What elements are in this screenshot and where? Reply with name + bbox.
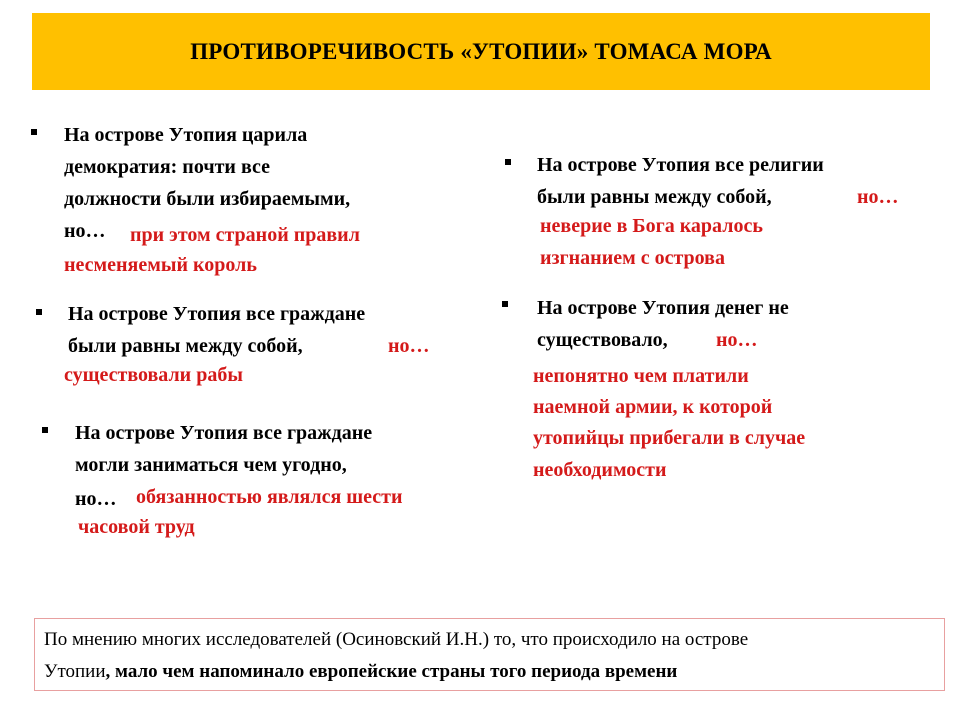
bullet-marker xyxy=(505,159,511,165)
left-b1-red-line1: при этом страной правил xyxy=(130,224,360,246)
right-b1-but: но… xyxy=(857,186,899,208)
right-b1-red-line2: изгнанием с острова xyxy=(540,247,725,269)
note-line2-normal: Утопии xyxy=(44,661,106,682)
right-b2-but: но… xyxy=(716,329,758,351)
note-line1: По мнению многих исследователей (Осиновский И.Н.) то, что происходило на острове xyxy=(44,629,749,650)
left-b2-line1: На острове Утопия все граждане xyxy=(68,303,366,325)
left-b1-line1: На острове Утопия царила xyxy=(64,124,308,146)
left-b1-but: но… xyxy=(64,220,106,242)
left-b1-line3: должности были избираемыми, xyxy=(64,188,351,210)
bullet-marker xyxy=(42,427,48,433)
note-line2 xyxy=(44,657,677,687)
left-b3-red-line1: обязанностью являлся шести xyxy=(136,486,403,508)
right-b2-line1: На острове Утопия денег не xyxy=(537,297,789,319)
bullet-marker xyxy=(31,129,37,135)
right-b1-red-line1: неверие в Бога каралось xyxy=(540,215,763,237)
left-b3-but: но… xyxy=(75,488,117,510)
left-b1-line2: демократия: почти все xyxy=(64,156,270,178)
left-b1-red-line2: несменяемый король xyxy=(64,254,257,276)
right-b2-red-line2: наемной армии, к которой xyxy=(533,396,773,418)
left-b2-but: но… xyxy=(388,335,430,357)
right-b1-line1: На острове Утопия все религии xyxy=(537,154,824,176)
left-b2-line2: были равны между собой, xyxy=(68,335,303,357)
left-b3-line2: могли заниматься чем угодно, xyxy=(75,454,347,476)
right-b2-red-line4: необходимости xyxy=(533,459,667,481)
bullet-marker xyxy=(502,301,508,307)
left-b3-red-line2: часовой труд xyxy=(78,516,195,538)
slide-title: ПРОТИВОРЕЧИВОСТЬ «УТОПИИ» ТОМАСА МОРА xyxy=(190,38,772,64)
left-b3-line1: На острове Утопия все граждане xyxy=(75,422,373,444)
conclusion-box xyxy=(34,618,945,691)
title-banner xyxy=(32,13,930,90)
right-b2-line2: существовало, xyxy=(537,329,668,351)
note-line2-bold: , мало чем напоминало европейские страны того периода времени xyxy=(105,661,678,682)
right-b2-red-line3: утопийцы прибегали в случае xyxy=(533,427,806,449)
right-b1-line2: были равны между собой, xyxy=(537,186,772,208)
left-b2-red-line1: существовали рабы xyxy=(64,364,243,386)
right-b2-red-line1: непонятно чем платили xyxy=(533,365,749,387)
bullet-marker xyxy=(36,309,42,315)
